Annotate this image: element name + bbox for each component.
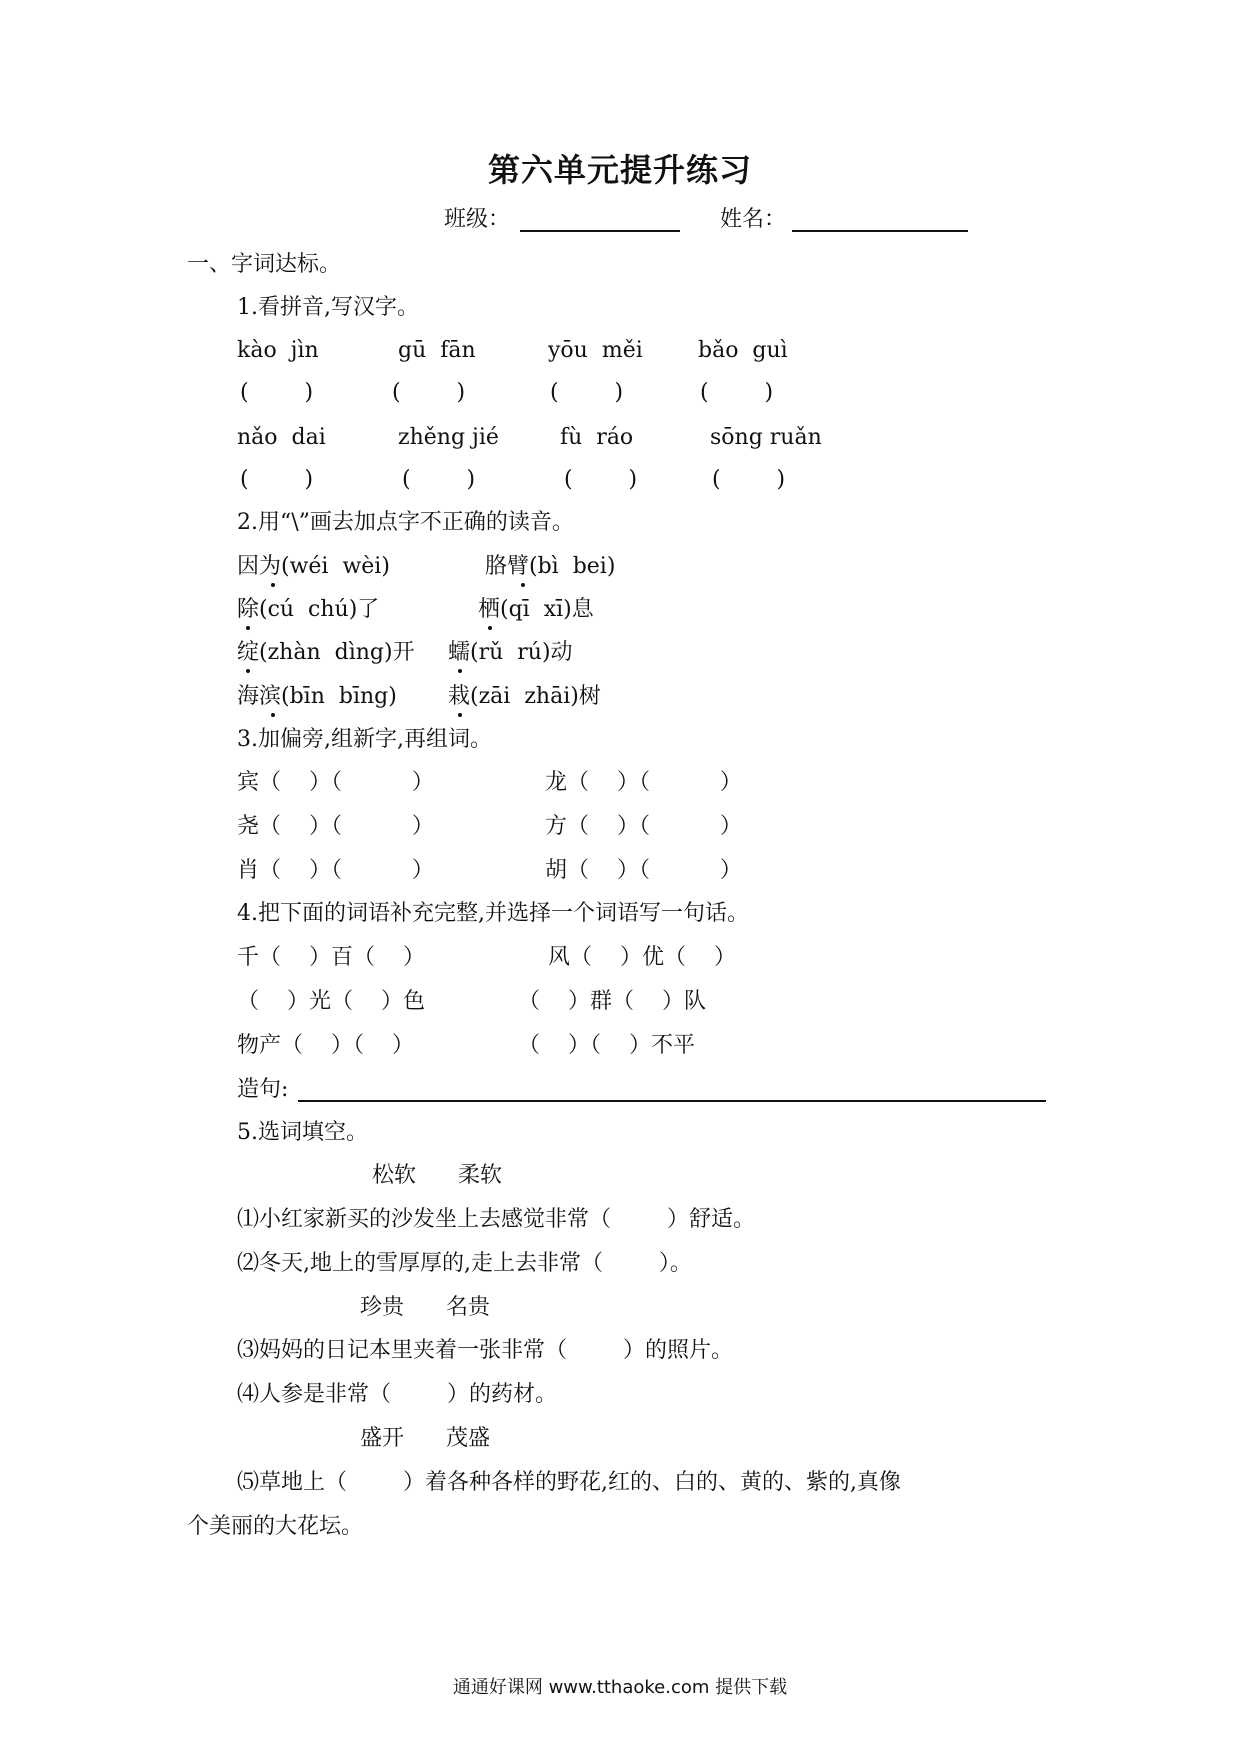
idiom-item[interactable]: 风（ ）优（ ） <box>548 945 736 970</box>
class-label: 班级： <box>444 207 511 232</box>
emphasis-dot <box>458 713 462 717</box>
idiom-item[interactable]: （ ）群（ ）队 <box>518 989 706 1014</box>
reading-item: 胳臂(bì bei) <box>485 554 616 579</box>
question-2-title: 2.用“\”画去加点字不正确的读音。 <box>237 510 574 535</box>
idiom-item[interactable]: 千（ ）百（ ） <box>237 945 425 970</box>
emphasis-dot <box>271 713 275 717</box>
fill-sentence[interactable]: ⑶妈妈的日记本里夹着一张非常（ ）的照片。 <box>237 1338 733 1363</box>
pinyin-4: bǎo guì <box>698 338 788 363</box>
emphasis-dot <box>521 583 525 587</box>
word-choices: 盛开 茂盛 <box>360 1426 490 1451</box>
fill-sentence[interactable]: ⑸草地上（ ）着各种各样的野花,红的、白的、黄的、紫的,真像 <box>237 1470 901 1495</box>
reading-item: 除(cú chú)了 <box>237 597 380 622</box>
answer-blank[interactable]: ( ) <box>402 467 476 492</box>
question-3-title: 3.加偏旁,组新字,再组词。 <box>237 727 492 752</box>
footer-credit: 通通好课网 www.tthaoke.com 提供下载 <box>452 1677 788 1698</box>
word-choices: 松软 柔软 <box>372 1163 502 1188</box>
answer-blank[interactable]: ( ) <box>564 467 638 492</box>
reading-item: 海滨(bīn bīng) <box>237 684 397 709</box>
radical-item[interactable]: 肖（ ）（ ） <box>237 858 434 883</box>
reading-item: 栽(zāi zhāi)树 <box>448 684 601 709</box>
idiom-item[interactable]: 物产（ ）（ ） <box>237 1033 414 1058</box>
pinyin-1: kào jìn <box>237 338 319 363</box>
reading-item: 因为(wéi wèi) <box>237 554 390 579</box>
answer-blank[interactable]: ( ) <box>700 380 774 405</box>
fill-sentence[interactable]: ⑴小红家新买的沙发坐上去感觉非常（ ）舒适。 <box>237 1207 755 1232</box>
page-title: 第六单元提升练习 <box>487 151 752 189</box>
sentence-line[interactable] <box>298 1100 1046 1102</box>
name-field[interactable] <box>792 230 968 232</box>
reading-item: 绽(zhàn dìng)开 <box>237 640 415 665</box>
emphasis-dot <box>271 583 275 587</box>
sentence-label: 造句: <box>237 1077 289 1102</box>
section-heading: 一、字词达标。 <box>187 252 342 277</box>
answer-blank[interactable]: ( ) <box>712 467 786 492</box>
fill-sentence-continued: 个美丽的大花坛。 <box>187 1514 364 1539</box>
emphasis-dot <box>458 669 462 673</box>
answer-blank[interactable]: ( ) <box>392 380 466 405</box>
name-label: 姓名： <box>720 207 787 232</box>
fill-sentence[interactable]: ⑵冬天,地上的雪厚厚的,走上去非常（ ）。 <box>237 1251 692 1276</box>
radical-item[interactable]: 胡（ ）（ ） <box>545 858 742 883</box>
radical-item[interactable]: 龙（ ）（ ） <box>545 770 742 795</box>
radical-item[interactable]: 方（ ）（ ） <box>545 814 742 839</box>
pinyin-6: zhěng jié <box>398 425 499 450</box>
question-5-title: 5.选词填空。 <box>237 1120 368 1145</box>
word-choices: 珍贵 名贵 <box>360 1295 490 1320</box>
pinyin-7: fù ráo <box>560 425 634 450</box>
idiom-item[interactable]: （ ）光（ ）色 <box>237 989 425 1014</box>
fill-sentence[interactable]: ⑷人参是非常（ ）的药材。 <box>237 1382 557 1407</box>
pinyin-5: nǎo dai <box>237 425 326 450</box>
pinyin-8: sōng ruǎn <box>710 425 822 450</box>
reading-item: 蠕(rǔ rú)动 <box>448 640 573 665</box>
emphasis-dot <box>246 626 250 630</box>
radical-item[interactable]: 宾（ ）（ ） <box>237 770 434 795</box>
answer-blank[interactable]: ( ) <box>240 380 314 405</box>
pinyin-2: gū fān <box>398 338 476 363</box>
question-4-title: 4.把下面的词语补充完整,并选择一个词语写一句话。 <box>237 901 749 926</box>
class-field[interactable] <box>520 230 680 232</box>
emphasis-dot <box>488 626 492 630</box>
answer-blank[interactable]: ( ) <box>240 467 314 492</box>
reading-item: 栖(qī xī)息 <box>478 597 594 622</box>
radical-item[interactable]: 尧（ ）（ ） <box>237 814 434 839</box>
answer-blank[interactable]: ( ) <box>550 380 624 405</box>
question-1-title: 1.看拼音,写汉字。 <box>237 295 419 320</box>
pinyin-3: yōu měi <box>548 338 643 363</box>
idiom-item[interactable]: （ ）（ ）不平 <box>518 1033 695 1058</box>
emphasis-dot <box>246 669 250 673</box>
